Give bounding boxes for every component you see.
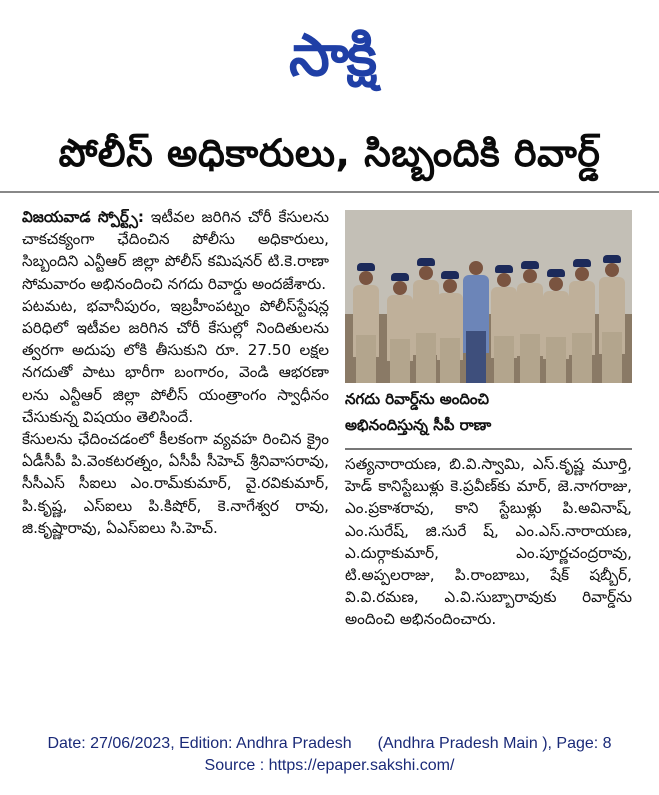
officer-figure [599,255,625,383]
commissioner-figure [463,253,489,383]
officer-figure [491,265,517,383]
officer-figure [569,259,595,383]
headline-box [0,125,659,193]
paragraph-2: పటమట, భవానీపురం, ఇబ్రహీంపట్నం పోలీస్‌స్టేషన్ల పరిధిలో ఇటీవల జరిగిన చోరీ కేసుల్లో నిందితులను త్వరగా అదుపు లోకి తీసుకుని రూ. 27.50 లక్షల నగదుతో పాటు భారీగా బంగారం, వెండి ఆభరణా లను ఎన్టీఆర్ జిల్లా పోలీస్ యంత్రాంగం స్వాధీనం చేసుకున్న విషయం తెలిసిందే. [22,296,329,426]
article-photo [345,210,632,383]
caption-line-2: అభినందిస్తున్న సీపీ రాణా [345,416,492,434]
officer-figure [353,263,379,383]
paragraph-3: కేసులను ఛేదించడంలో కీలకంగా వ్యవహ రించిన క్రైం ఏడీసీపీ పి.వెంకటరత్నం, ఏసీపీ సీహెచ్ శ్రీనివాసరావు, సీసీఎస్ సీఐలు ఎం.రామ్‌కుమార్, వై.రవికుమార్, పి.కృష్ణ, ఎస్ఐలు పి.కిషోర్, కె.నాగేశ్వర రావు, జి.కృష్ణారావు, ఏఎస్ఐలు సి.హెచ్. [22,430,329,537]
paragraph-4: సత్యనారాయణ, బి.వి.స్వామి, ఎస్.కృష్ణ మూర్తి, హెడ్ కానిస్టేబుళ్లు కె.ప్రవీణ్‌కు మార్, జె.నాగరాజు, ఎం.ప్రకాశరావు, కాని స్టేబుళ్లు పి.అవినాష్, ఎం.సురేష్, జి.సురే ష్, ఎం.ఎస్.నారాయణ, ఎ.దుర్గాకుమార్, ఎం.పూర్ణచంద్రరావు, టి.అప్పలరాజు, పి.రాంబాబు, షేక్ షబ్బీర్, వి.వి.రమణ, ఎ.వి.సుబ్బారావుకు రివార్డ్‌ను అందించి అభినందించారు. [345,455,632,629]
sakshi-logo [232,14,432,96]
byline: విజయవాడ స్పోర్ట్స్: [22,208,144,226]
footer-line-1 [0,733,659,755]
article-left-column [22,206,329,539]
photo-caption [345,386,632,450]
epaper-footer [0,733,659,777]
caption-line-1: నగదు రివార్డ్‌ను అందించి [345,390,490,408]
officer-figure [413,258,439,383]
officer-figure [437,271,463,383]
article-headline: పోలీస్ అధికారులు, సిబ్బందికి రివార్డ్ [58,131,601,175]
paragraph-1 [22,206,329,295]
logo-text: సాక్షి [288,21,376,89]
article-right-column [345,453,632,631]
footer-source: Source : https://epaper.sakshi.com/ [204,757,455,774]
officer-figure [543,269,569,383]
officer-figure [517,261,543,383]
footer-date-edition: Date: 27/06/2023, Edition: Andhra Pradesh [47,735,352,752]
paragraph-1-text: ఇటీవల జరిగిన చోరీ కేసులను చాకచక్యంగా ఛేదించిన పోలీసు అధికారులు, సిబ్బందిని ఎన్టీఆర్ జిల్లా పోలీస్ కమిషనర్ టి.కె.రాణా సోమవారం అభినందించి నగదు రివార్డు అందజేశారు. [22,208,329,293]
footer-page-info: (Andhra Pradesh Main ), Page: 8 [377,735,612,752]
officer-figure [387,273,413,383]
